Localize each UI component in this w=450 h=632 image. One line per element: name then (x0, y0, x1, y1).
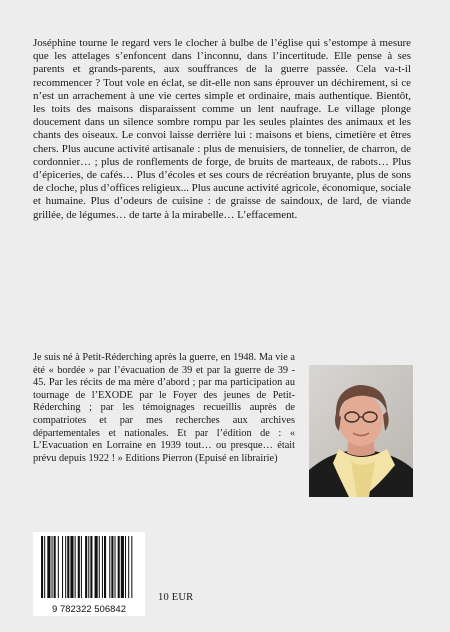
barcode-bar (118, 536, 120, 598)
barcode-bar (70, 536, 73, 598)
barcode-bar (58, 536, 59, 598)
barcode-bar (47, 536, 50, 598)
barcode-bar (102, 536, 103, 598)
barcode-bar (62, 536, 63, 598)
barcode-bar (111, 536, 113, 598)
barcode-bar (104, 536, 106, 598)
barcode-bar (131, 536, 132, 598)
isbn-barcode (33, 532, 145, 616)
excerpt-text: Joséphine tourne le regard vers le clocher à bulbe de l’église qui s’estompe à mesure que les attelages s’enfoncent dans l’inconnu, dans l’incertitude. Elle pense à ses parents et grands-parents, aux souffrances de la guerre passée. Cela va-t-il recommencer ? Tout vole en éclat, se dit-elle non sans éprouver un déchirement, si ce n’est un arrachement à une vie certes simple et ordinaire, mais authentique. Bientôt, les toits des maisons disparaissent comme un lent naufrage. Le village plonge doucement dans un silence sombre rompu par les seules plaintes des animaux et les chants des oiseaux. Le convoi laisse derrière lui : maisons et biens, cimetière et êtres chers. Plus aucune activité artisanale : plus de menuisiers, de tonnelier, de charron, de cordonnier… ; plus de ronflements de forge, de bruits de marteaux, de rabots… Plus d’épiceries, de cafés… Plus d’écoles et ses cours de récréation bruyante, plus de sons de cloche, plus d’offices religieux... Plus aucune activité agricole, économique, sociale et humaine. Plus d’odeurs de cuisine : de graisse de saindoux, de lard, de viande grillée, de légumes… de tarte à la mirabelle… L’effacement. (33, 37, 411, 221)
barcode-bar (109, 536, 110, 598)
barcode-bar (125, 536, 126, 598)
barcode-bar (65, 536, 66, 598)
barcode-bar (85, 536, 87, 598)
barcode-bar (99, 536, 100, 598)
barcode-bar (95, 536, 98, 598)
barcode-bar (78, 536, 80, 598)
author-bio: Je suis né à Petit-Réderching après la guerre, en 1948. Ma vie a été « bordée » par l’évacuation de 39 et par la guerre de 39 - 45. Par les récits de ma mère d’abord ; par ma participation au tournage de l’EXODE par le Foyer des jeunes de Petit-Réderching ; par les témoignages recueillis auprès de compatriotes et par mes recherches aux archives départementales et nationales. Et par l’édition de : « L’Evacuation en Lorraine en 1939 tout… ou presque… était prévu depuis 1922 ! » Editions Pierron (Epuisé en librairie) (33, 352, 295, 464)
barcode-bars (41, 536, 132, 598)
barcode-bar (88, 536, 89, 598)
author-photo (309, 365, 413, 497)
barcode-bar (44, 536, 45, 598)
price-label: 10 EUR (158, 592, 194, 603)
barcode-bar (52, 536, 53, 598)
barcode-bar (90, 536, 92, 598)
barcode-bar (121, 536, 124, 598)
barcode-number: 9 782322 506842 (52, 604, 126, 615)
barcode-bar (54, 536, 56, 598)
barcode-bar (81, 536, 82, 598)
barcode-bar (115, 536, 116, 598)
barcode-bar (67, 536, 69, 598)
barcode-bar (41, 536, 43, 598)
barcode-bar (75, 536, 76, 598)
barcode-bar (128, 536, 129, 598)
